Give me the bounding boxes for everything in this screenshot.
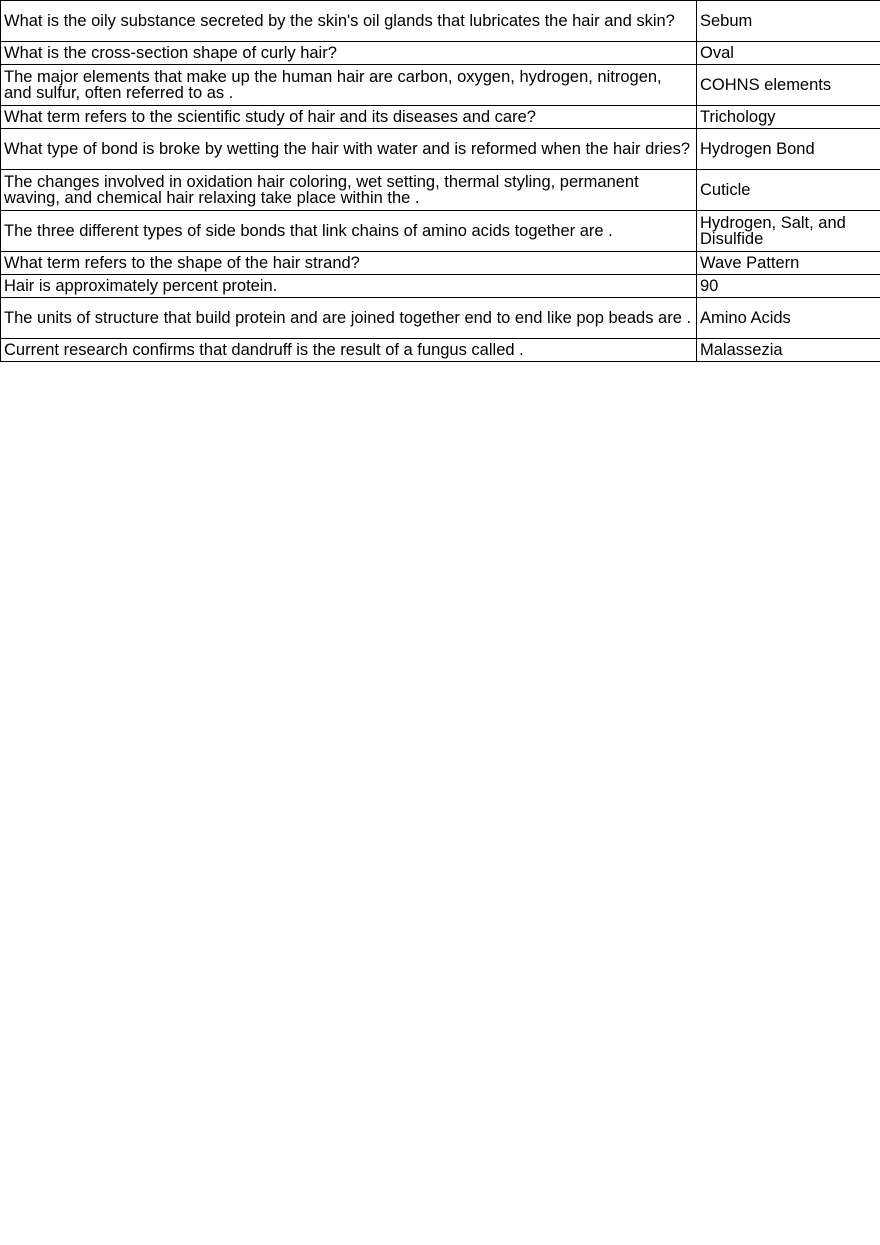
answer-cell: Trichology — [697, 106, 880, 129]
table-row — [1, 65, 880, 106]
table-row — [1, 1, 880, 42]
answer-cell: Cuticle — [697, 170, 880, 211]
table-row — [1, 211, 880, 252]
question-cell: Current research confirms that dandruff is the result of a fungus called . — [1, 339, 697, 362]
question-cell: What is the cross-section shape of curly hair? — [1, 42, 697, 65]
answer-cell: Oval — [697, 42, 880, 65]
answer-cell: Hydrogen Bond — [697, 129, 880, 170]
question-cell: What term refers to the shape of the hair strand? — [1, 252, 697, 275]
answer-cell: 90 — [697, 275, 880, 298]
table-row — [1, 339, 880, 362]
table-row — [1, 106, 880, 129]
answer-cell: Malassezia — [697, 339, 880, 362]
table-row — [1, 252, 880, 275]
answer-cell: Amino Acids — [697, 298, 880, 339]
answer-cell: Sebum — [697, 1, 880, 42]
question-answer-table — [0, 0, 880, 362]
question-cell: The three different types of side bonds that link chains of amino acids together are . — [1, 211, 697, 252]
question-cell: Hair is approximately percent protein. — [1, 275, 697, 298]
table-row — [1, 129, 880, 170]
question-cell: What term refers to the scientific study of hair and its diseases and care? — [1, 106, 697, 129]
question-cell: The changes involved in oxidation hair coloring, wet setting, thermal styling, permanent waving, and chemical hair relaxing take place within the . — [1, 170, 697, 211]
answer-cell: Wave Pattern — [697, 252, 880, 275]
table-row — [1, 275, 880, 298]
question-cell: What type of bond is broke by wetting the hair with water and is reformed when the hair dries? — [1, 129, 697, 170]
question-cell: The units of structure that build protein and are joined together end to end like pop beads are . — [1, 298, 697, 339]
answer-cell: COHNS elements — [697, 65, 880, 106]
answer-cell: Hydrogen, Salt, and Disulfide — [697, 211, 880, 252]
table-row — [1, 170, 880, 211]
question-cell: What is the oily substance secreted by the skin's oil glands that lubricates the hair and skin? — [1, 1, 697, 42]
table-row — [1, 298, 880, 339]
question-cell: The major elements that make up the human hair are carbon, oxygen, hydrogen, nitrogen, and sulfur, often referred to as . — [1, 65, 697, 106]
table-row — [1, 42, 880, 65]
